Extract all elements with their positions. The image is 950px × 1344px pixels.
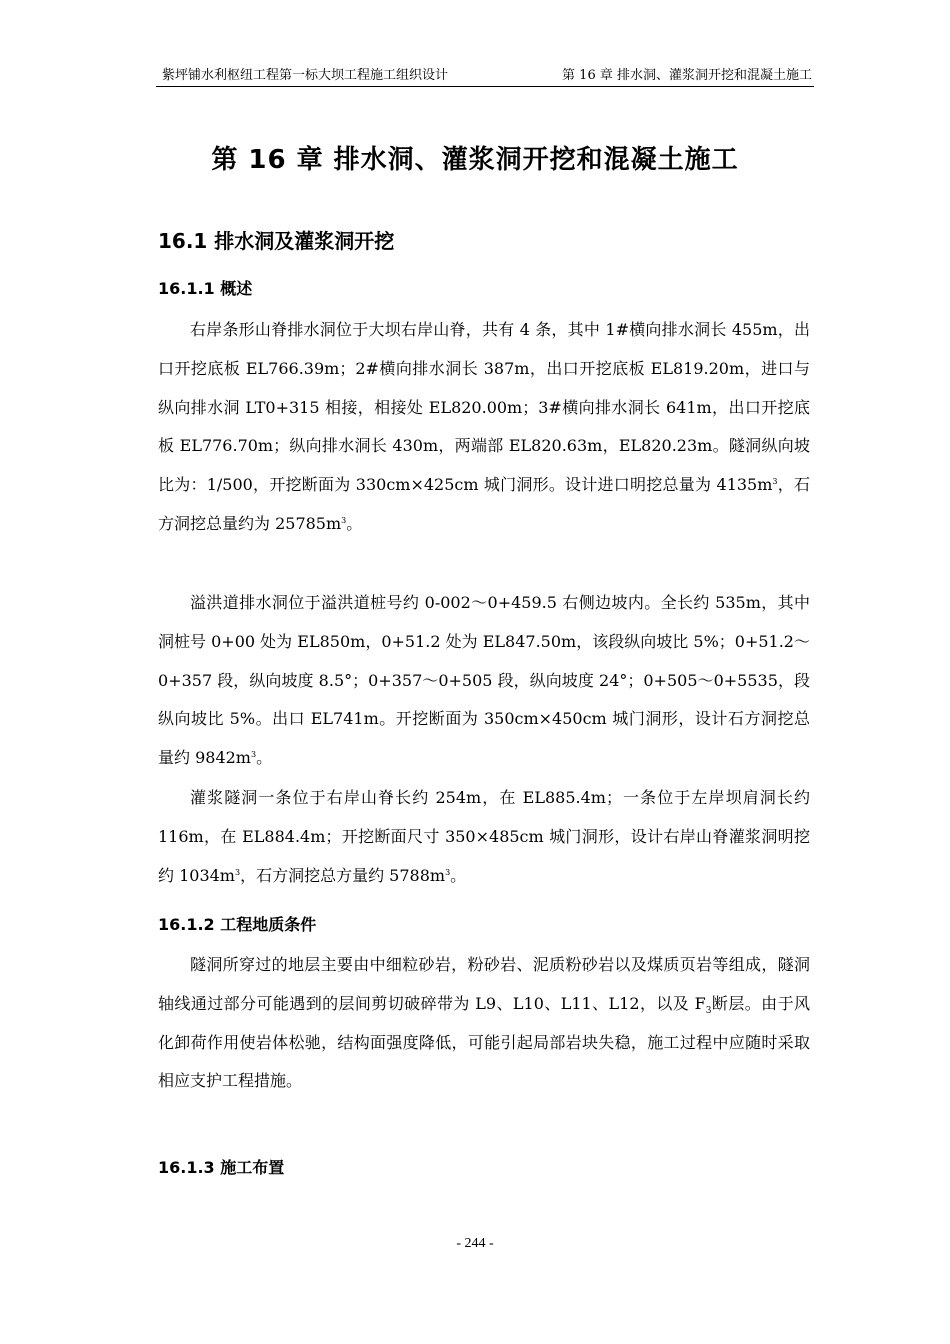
paragraph-text: 右岸条形山脊排水洞位于大坝右岸山脊，共有 4 条，其中 1#横向排水洞长 455m，出口开挖底板 EL766.39m；2#横向排水洞长 387m，出口开挖底板 EL819.20m，进口与纵向排水洞 LT0+315 相接，相接处 EL820.00m；3#横向排水洞长 641m，出口开挖底板 EL776.70m；纵向排水洞长 430m，两端部 EL820.63m，EL820.23m。隧洞纵向坡比为：1/500，开挖断面为 330cm×425cm 城门洞形。设计进口明挖总量为 4135m bbox=[158, 320, 810, 495]
subscript: 3 bbox=[705, 1005, 712, 1016]
superscript: 3 bbox=[341, 515, 347, 525]
paragraph-text: 断层。由于风化卸荷作用使岩体松驰，结构面强度降低，可能引起局部岩块失稳，施工过程中应随时采取相应支护工程措施。 bbox=[158, 993, 810, 1091]
subsection-heading-16-1-3: 16.1.3 施工布置 bbox=[158, 1158, 285, 1177]
paragraph-text: 。 bbox=[346, 513, 363, 533]
header-document-title: 紫坪铺水利枢纽工程第一标大坝工程施工组织设计 bbox=[162, 68, 449, 83]
paragraph-geology bbox=[158, 946, 810, 1101]
paragraph-right-bank-drainage bbox=[158, 311, 810, 544]
page-number: - 244 - bbox=[456, 1236, 494, 1251]
subsection-heading-16-1-1: 16.1.1 概述 bbox=[158, 279, 253, 298]
chapter-title: 第 16 章 排水洞、灌浆洞开挖和混凝土施工 bbox=[211, 145, 739, 175]
paragraph-text: 。 bbox=[256, 748, 273, 768]
superscript: 3 bbox=[250, 750, 257, 760]
paragraph-text: 。 bbox=[450, 865, 467, 885]
paragraph-text: ，石方洞挖总量约为 25785m bbox=[158, 475, 810, 533]
header-chapter-title: 第 16 章 排水洞、灌浆洞开挖和混凝土施工 bbox=[562, 68, 812, 83]
page-header bbox=[156, 64, 814, 87]
paragraph-grouting-tunnel bbox=[158, 779, 810, 895]
subsection-heading-16-1-2: 16.1.2 工程地质条件 bbox=[158, 915, 317, 934]
paragraph-text: ，石方洞挖总方量约 5788m bbox=[240, 865, 446, 885]
paragraph-text: 溢洪道排水洞位于溢洪道桩号约 0-002～0+459.5 右侧边坡内。全长约 535m，其中洞桩号 0+00 处为 EL850m，0+51.2 处为 EL847.50m，该段纵向坡比 5%；0+51.2～0+357 段，纵向坡度 8.5°；0+357～0+505 段，纵向坡度 24°；0+505～0+5535，段纵向坡比 5%。出口 EL741m。开挖断面为 350cm×450cm 城门洞形，设计石方洞挖总量约 9842m bbox=[158, 593, 810, 768]
section-heading-16-1: 16.1 排水洞及灌浆洞开挖 bbox=[158, 229, 395, 253]
superscript: 3 bbox=[772, 477, 778, 487]
paragraph-text: 灌浆隧洞一条位于右岸山脊长约 254m，在 EL885.4m；一条位于左岸坝肩洞长约 116m，在 EL884.4m；开挖断面尺寸 350×485cm 城门洞形，设计右岸山脊灌浆洞明挖约 1034m bbox=[158, 788, 810, 885]
paragraph-spillway-drainage bbox=[158, 584, 810, 778]
superscript: 3 bbox=[234, 867, 241, 877]
paragraph-text: 隧洞所穿过的地层主要由中细粒砂岩，粉砂岩、泥质粉砂岩以及煤质页岩等组成，隧洞轴线通过部分可能遇到的层间剪切破碎带为 L9、L10、L11、L12，以及 F bbox=[158, 955, 810, 1013]
superscript: 3 bbox=[445, 867, 451, 877]
